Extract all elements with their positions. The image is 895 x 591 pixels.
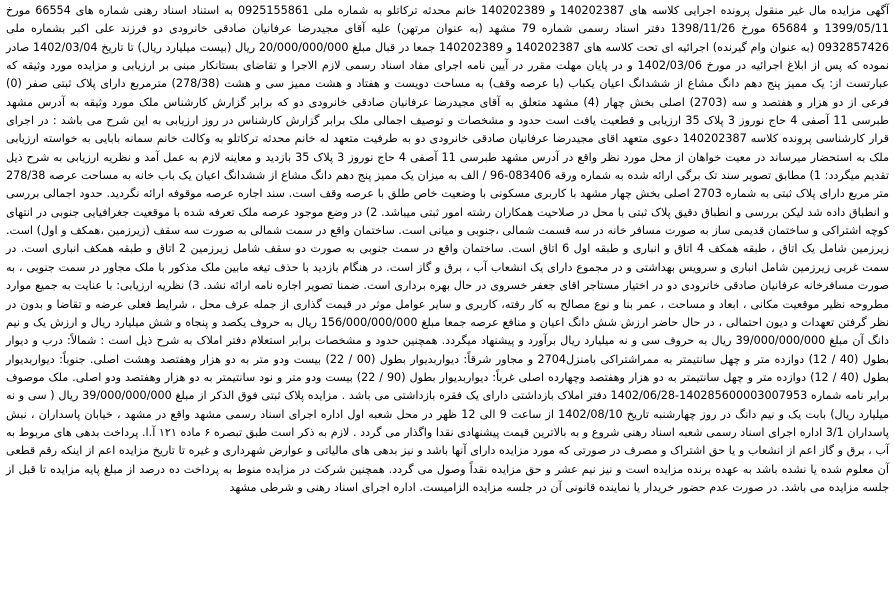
notice-text: آگهی مزایده مال غیر منقول پرونده اجرایی کلاسه های 140202387 و 140202389 خانم محدثه ترکاتلو به شماره ملی 0925155861 به استناد اسناد رهنی شماره های 66554 مورخ 1399/05/11 و 65684 مورخ 1398/11/26 دفتر اسناد رسمی شماره 79 مشهد (به عنوان مرتهن) علیه آقای مجیدرضا عرفانیان صادقی خانرودی دو فرزند علی اکبر بشماره ملی 0932857426 (به عنوان وام گیرنده) اجرائیه ای تحت کلاسه های 140202387 و 140202389 جمعا در قبال مبلغ 20/000/000/000 ریال (بیست میلیارد ریال) تا تاریخ 1402/03/04 صادر نموده که پس از ابلاغ اجرائیه در مورخ 1402/03/06 و در پایان مهلت مقرر در آیین نامه اجرای مفاد اسناد رسمی لازم الاجرا و تقاضای بستانکار مبنی بر ارزیابی و مزایده مورد وثیقه که عبارتست از: یک ممیز پنج دهم دانگ مشاع از ششدانگ اعیان یکباب (با عرصه وقف) به مساحت دویست و هفتاد و هشت ممیز سی و هشت (278/38) مترمربع دارای پلاک ثبتی صفر (0) فرعی از دو هزار و هفتصد و سه (2703) اصلی بخش چهار (4) مشهد متعلق به آقای مجیدرضا عرفانیان صادقی خانرودی دو که برابر گزارش کارشناس ملک مورد وثیقه به آدرس مشهد طبرسی 11 آصفی 4 حاج نوروز 3 پلاک 35 ارزیابی و قطعیت یافت است حدود و مشخصات و توصیف اجمالی ملک برابر گزارش کارشناس در روز ارزیابی به این شرح می باشد : در اجرای قرار کارشناسی پرونده کلاسه 140202387 دعوی متعهد اقای مجیدرضا عرفانیان صادقی خانرودی دو به طرفیت متعهد له خانم محدثه ترکاتلو به وکالت خانم سمانه بابایی به خواسته ارزیابی ملک به استحضار میرساند در معیت خواهان از محل مورد نظر واقع در آدرس مشهد طبرسی 11 آصفی 4 حاج نوروز 3 پلاک 35 بازدید و معاینه لازم به عمل آمد و نظریه ارزیابی به شرح ذیل تقدیم میگردد: 1) مطابق تصویر سند تک برگی ارائه شده به شماره ورقه 083406-96 / الف به میزان یک ممیز پنج دهم دانگ مشاع از ششدانگ اعیان یک باب خانه به مساحت عرصه 278/38 متر مربع دارای پلاک ثبتی به شماره 2703 اصلی بخش چهار مشهد با کاربری مسکونی با وضعیت خاص طلق با عرصه وقف است. سند اجاره عرصه موقوفه ارائه نگردید. حدود اجمالی بررسی و انطباق داده شد لیکن بررسی و انطباق دقیق پلاک ثبتی با محل در صلاحیت همکاران رشته امور ثبتی میباشد. 2) در وضع موجود عرصه ملک تعرفه شده با موقعیت جغرافیایی جنوبی در انتهای کوچه اشتراکی و ساختمان قدیمی ساز به صورت مسافر خانه در سه قسمت شمالی ،جنوبی و میانی است. ساختمان واقع در سمت شمالی به صورت سه سقف (زیرزمین ،همکف و اول) است. زیرزمین شامل یک اتاق ، طبقه همکف 4 اتاق و انباری و طبقه اول 6 اتاق است. ساختمان واقع در سمت جنوبی به صورت دو سقف شامل زیرزمین 2 اتاق و طبقه همکف انباری است. در سمت غربی زیرزمین شامل انباری و سرویس بهداشتی و در مجموع دارای یک انشعاب آب ، برق و گاز است. در هنگام بازدید با حذف تیغه مابین ملک مذکور با ملک مجاور در سمت جنوبی ، به صورت مسافرخانه عرفانیان صادقی خانرودی دو در اختیار مستاجر اقای جعفر خسروی در حال بهره برداری است. ضمنا تصویر اجاره نامه ارائه نشد. 3) نظریه ارزیابی: با عنایت به جمیع موارد مطروحه نظیر موقعیت مکانی ، ابعاد و مساحت ، عمر بنا و نوع مصالح به کار رفته، کاربری و سایر عوامل موثر در قیمت گذاری از جمله عرف محل ، شرایط فعلی عرضه و تقاضا و بدون در نظر گرفتن تعهدات و دیون احتمالی ، در حال حاضر ارزش شش دانگ اعیان و منافع عرصه جمعا مبلغ 156/000/000/000 ریال به حروف یکصد و پنجاه و شش میلیارد ریال و ارزش یک و نیم دانگ آن مبلغ 39/000/000/000 ریال به حروف سی و نه میلیارد ریال برآورد و پیشنهاد میگردد. همچنین حدود و مشخصات برابر استعلام دفتر املاک به شرح ذیل است : شمالاً: درب و دیوار بطول (40 / 12) دوازده متر و چهل سانتیمتر به ممراشتراکی بامنزل2704 و مجاور شرقاً: دیواربدیوار بطول (00 / 22) بیست ودو متر به دو هزار وهفتصد وهشت اصلی. جنوباً: دیواربدیوار بطول (40 / 12) دوازده متر و چهل سانتیمتر به دو هزار وهفتصد وچهارده اصلی غرباً: دیواربدیوار بطول (90 / 22) بیست ودو متر و نود سانتیمتر به دو هزار وهفتصد ودو اصلی. ملک موصوف برابر نامه شماره 140285600003007953-1402/06/28 دفتر املاک بازداشتی دارای یک فقره بازداشتی می باشد . مزایده پلاک ثبتی فوق الذکر از مبلغ 39/000/000/000 ریال ( سی و نه میلیارد ریال) بابت یک و نیم دانگ در روز چهارشنبه تاریخ 1402/08/10 از ساعت 9 الی 12 ظهر در محل شعبه اول اداره اجرای اسناد رسمی مشهد واقع در مشهد ، خیابان پاسداران ، نبش پاسداران 3/1 اداره اجرای اسناد رسمی شعبه اسناد رهنی شروع و به بالاترین قیمت پیشنهادی نقدا واگذار می گردد . لازم به ذکر است طبق تبصره ۶ ماده ۱۲۱ آ.ا. پرداخت بدهی های مربوط به آب ، برق و گاز اعم از انشعاب و یا حق اشتراک و مصرف در صورتی که مورد مزایده دارای آنها باشد و نیز بدهی های مالیاتی و عوارض شهرداری و غیره تا تاریخ مزایده اعم از اینکه رقم قطعی آن معلوم شده یا نشده باشد به عهده برنده مزایده است و نیز نیم عشر و حق مزایده نقداً وصول می گردد. همچنین شرکت در مزایده منوط به پرداخت ده درصد از مبلغ پایه مزایده تا قبل از جلسه مزایده می باشد. در صورت عدم حضور خریدار یا نماینده قانونی آن در جلسه مزایده الزامیست. اداره اجرای اسناد رهنی و شرطی مشهد bbox=[6, 4, 890, 494]
